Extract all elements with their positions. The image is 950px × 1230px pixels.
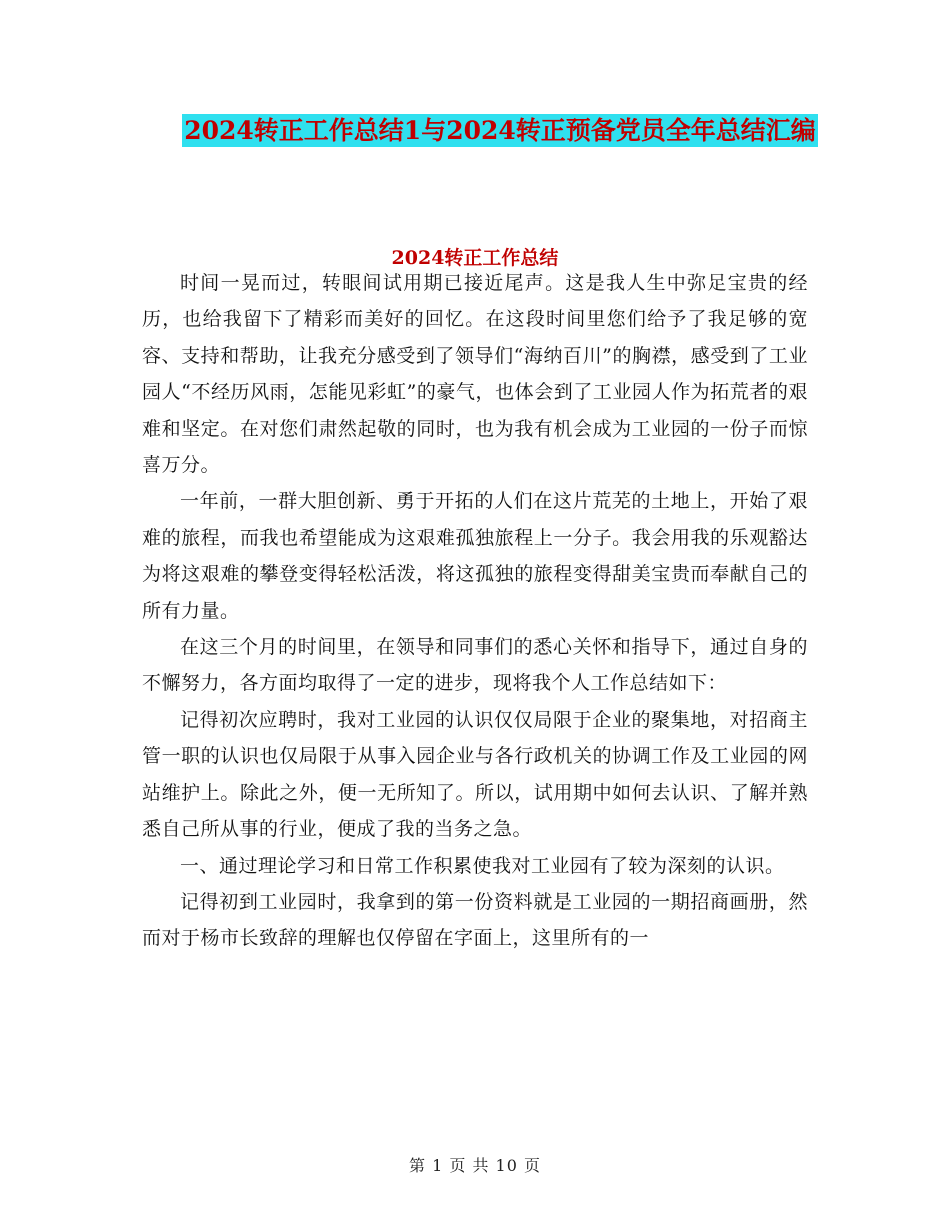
- paragraph: 记得初次应聘时，我对工业园的认识仅仅局限于企业的聚集地，对招商主管一职的认识也仅局限于从事入园企业与各行政机关的协调工作及工业园的网站维护上。除此之外，便一无所知了。所以，试用期中如何去认识、了解并熟悉自己所从事的行业，便成了我的当务之急。: [142, 708, 808, 841]
- paragraph: 一、通过理论学习和日常工作积累使我对工业园有了较为深刻的认识。: [180, 854, 785, 877]
- document-body: [142, 263, 808, 957]
- paragraph: 时间一晃而过，转眼间试用期已接近尾声。这是我人生中弥足宝贵的经历，也给我留下了精彩而美好的回忆。在这段时间里您们给予了我足够的宽容、支持和帮助，让我充分感受到了领导们“海纳百川”的胸襟，感受到了工业园人“不经历风雨，怎能见彩虹”的豪气，也体会到了工业园人作为拓荒者的艰难和坚定。在对您们肃然起敬的同时，也为我有机会成为工业园的一份子而惊喜万分。: [142, 272, 808, 477]
- page-footer: 第 1 页 共 10 页: [409, 1156, 541, 1175]
- section-title: 2024转正工作总结: [391, 247, 559, 269]
- paragraph: 在这三个月的时间里，在领导和同事们的悉心关怀和指导下，通过自身的不懈努力，各方面均取得了一定的进步，现将我个人工作总结如下：: [142, 636, 808, 695]
- paragraph: 一年前，一群大胆创新、勇于开拓的人们在这片荒芜的土地上，开始了艰难的旅程，而我也希望能成为这艰难孤独旅程上一分子。我会用我的乐观豁达为将这艰难的攀登变得轻松活泼，将这孤独的旅程变得甜美宝贵而奉献自己的所有力量。: [142, 490, 808, 622]
- document-title-text: 2024转正工作总结1与2024转正预备党员全年总结汇编: [184, 116, 816, 145]
- document-title: [140, 108, 860, 154]
- paragraph: 记得初到工业园时，我拿到的第一份资料就是工业园的一期招商画册，然而对于杨市长致辞的理解也仅停留在字面上，这里所有的一: [142, 890, 808, 950]
